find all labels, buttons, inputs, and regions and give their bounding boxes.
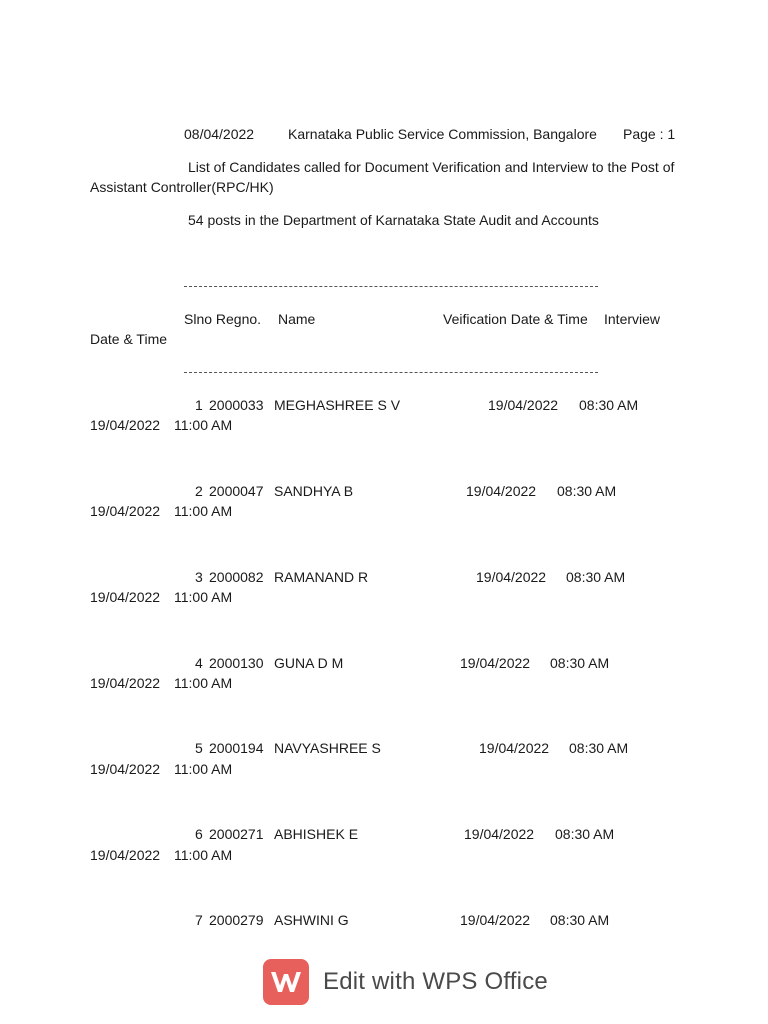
row-verification-date: 19/04/2022 — [464, 826, 535, 842]
row-verification-date: 19/04/2022 — [479, 740, 550, 756]
row-name: GUNA D M — [274, 655, 344, 671]
list-title-line1: List of Candidates called for Document Verification and Interview to the Post of — [188, 159, 675, 175]
column-header-interview: Interview — [604, 311, 661, 327]
row-interview-time: 11:00 AM — [174, 503, 233, 519]
row-name: MEGHASHREE S V — [274, 397, 401, 413]
row-interview-time: 11:00 AM — [174, 761, 233, 777]
page-number: Page : 1 — [623, 126, 676, 142]
row-slno: 7 — [195, 912, 203, 928]
row-regno: 2000279 — [209, 912, 264, 928]
row-verification-time: 08:30 AM — [550, 912, 610, 928]
row-interview-date: 19/04/2022 — [90, 761, 161, 777]
row-interview-time: 11:00 AM — [174, 589, 233, 605]
row-verification-date: 19/04/2022 — [460, 912, 531, 928]
row-verification-time: 08:30 AM — [579, 397, 639, 413]
column-header-verification: Veification Date & Time — [443, 311, 588, 327]
row-regno: 2000130 — [209, 655, 264, 671]
row-regno: 2000047 — [209, 483, 264, 499]
row-regno: 2000082 — [209, 569, 264, 585]
wps-label: Edit with WPS Office — [323, 968, 548, 995]
row-verification-date: 19/04/2022 — [488, 397, 559, 413]
wps-logo-icon — [263, 959, 309, 1005]
row-verification-time: 08:30 AM — [569, 740, 629, 756]
row-interview-date: 19/04/2022 — [90, 503, 161, 519]
row-verification-time: 08:30 AM — [557, 483, 617, 499]
document-date: 08/04/2022 — [184, 126, 255, 142]
divider-bottom — [184, 372, 598, 373]
row-verification-date: 19/04/2022 — [460, 655, 531, 671]
row-slno: 2 — [195, 483, 203, 499]
row-slno: 5 — [195, 740, 203, 756]
row-interview-date: 19/04/2022 — [90, 847, 161, 863]
row-regno: 2000194 — [209, 740, 264, 756]
row-verification-time: 08:30 AM — [555, 826, 615, 842]
row-interview-date: 19/04/2022 — [90, 417, 161, 433]
row-verification-time: 08:30 AM — [566, 569, 626, 585]
row-name: NAVYASHREE S — [274, 740, 381, 756]
column-header-interview-cont: Date & Time — [90, 331, 168, 347]
posts-description: 54 posts in the Department of Karnataka State Audit and Accounts — [188, 212, 599, 228]
row-verification-date: 19/04/2022 — [466, 483, 537, 499]
row-interview-time: 11:00 AM — [174, 847, 233, 863]
row-interview-date: 19/04/2022 — [90, 589, 161, 605]
row-slno: 4 — [195, 655, 203, 671]
row-name: SANDHYA B — [274, 483, 354, 499]
row-slno: 1 — [195, 397, 203, 413]
row-interview-time: 11:00 AM — [174, 417, 233, 433]
row-regno: 2000271 — [209, 826, 264, 842]
row-interview-date: 19/04/2022 — [90, 675, 161, 691]
row-slno: 3 — [195, 569, 203, 585]
row-interview-time: 11:00 AM — [174, 675, 233, 691]
row-regno: 2000033 — [209, 397, 264, 413]
list-title-line2: Assistant Controller(RPC/HK) — [90, 179, 274, 195]
row-verification-date: 19/04/2022 — [476, 569, 547, 585]
row-name: ABHISHEK E — [274, 826, 359, 842]
row-name: ASHWINI G — [274, 912, 349, 928]
edit-with-wps-button[interactable] — [263, 957, 548, 1007]
organization-name: Karnataka Public Service Commission, Bangalore — [288, 126, 597, 142]
column-header-name: Name — [278, 311, 316, 327]
row-verification-time: 08:30 AM — [550, 655, 610, 671]
wps-w-glyph — [269, 969, 303, 995]
column-header-slno-regno: Slno Regno. — [184, 311, 262, 327]
row-name: RAMANAND R — [274, 569, 369, 585]
divider-top — [184, 286, 598, 287]
row-slno: 6 — [195, 826, 203, 842]
